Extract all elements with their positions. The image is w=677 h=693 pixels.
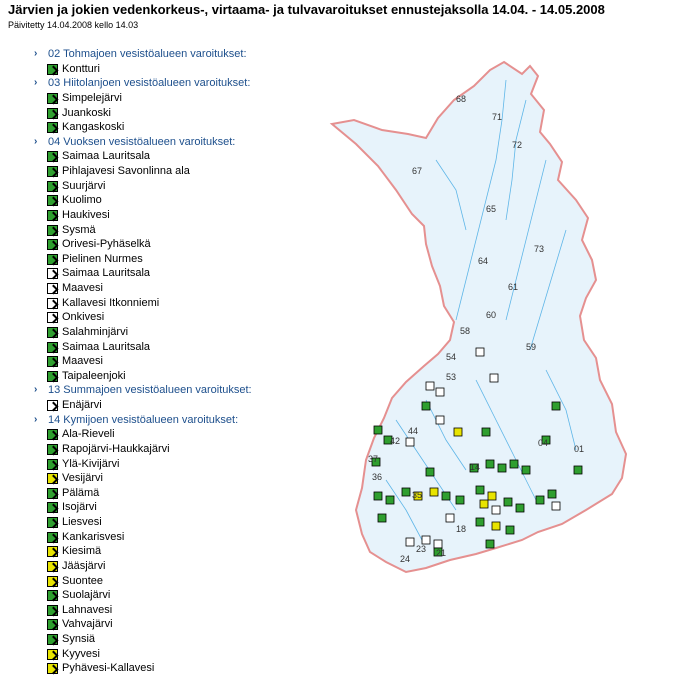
warning-site-label: Onkivesi — [62, 311, 105, 324]
warning-status-icon — [47, 605, 58, 616]
warning-list-item[interactable] — [34, 120, 334, 135]
warning-site-label: Enäjärvi — [62, 399, 102, 411]
region-number-label: 23 — [416, 544, 427, 554]
warning-site-label: Kiesimä — [62, 545, 102, 558]
warning-status-icon — [47, 371, 58, 382]
warning-site-label: Kyyvesi — [62, 647, 100, 660]
warning-site-label: Kankarisvesi — [62, 530, 125, 543]
map-warning-marker[interactable] — [516, 504, 524, 512]
warning-list-item[interactable] — [34, 354, 334, 369]
warning-site-label: Pyhävesi-Kallavesi — [62, 662, 155, 675]
page-title: Järvien ja jokien vedenkorkeus-, virtaama- ja tulvavaroitukset ennustejaksolla 14.04. - 14.05.2008 — [8, 2, 605, 17]
warning-list-item[interactable] — [34, 603, 334, 618]
warning-status-icon — [47, 576, 58, 587]
warning-list — [34, 47, 334, 676]
warning-site-label: Rapojärvi-Haukkajärvi — [62, 442, 170, 455]
basin-group-label: 04 Vuoksen vesistöalueen varoitukset: — [48, 135, 236, 148]
warning-status-icon — [47, 400, 58, 411]
warning-status-icon — [47, 590, 58, 601]
warning-site-label: Pälämä — [62, 486, 100, 499]
region-number-label: 04 — [538, 438, 549, 448]
basin-group-header[interactable] — [34, 383, 334, 398]
region-number-label: 18 — [456, 524, 467, 534]
warning-status-icon — [47, 488, 58, 499]
warning-list-item[interactable] — [34, 588, 334, 603]
warning-list-item[interactable] — [34, 91, 334, 106]
map-warning-marker[interactable] — [402, 488, 410, 496]
warning-status-icon — [47, 561, 58, 572]
warning-status-icon — [47, 210, 58, 221]
warning-site-label: Synsiä — [62, 633, 96, 645]
warning-status-icon — [47, 64, 58, 75]
region-number-label: 01 — [574, 444, 585, 454]
warning-site-label: Kallavesi Itkonniemi — [62, 296, 160, 309]
warning-site-label: Vesijärvi — [62, 472, 103, 485]
warning-site-label: Salahminjärvi — [62, 325, 129, 338]
warning-list-item[interactable] — [34, 281, 334, 296]
warning-list-item[interactable] — [34, 223, 334, 238]
basin-group-header[interactable] — [34, 413, 334, 428]
basin-group-header[interactable] — [34, 135, 334, 150]
warning-site-label: Simpelejärvi — [62, 91, 122, 104]
warning-list-item[interactable] — [34, 617, 334, 632]
warning-status-icon — [47, 283, 58, 294]
warning-list-item[interactable] — [34, 106, 334, 121]
map-warning-marker[interactable] — [498, 464, 506, 472]
chevron-right-icon: › — [34, 135, 38, 147]
map-warning-marker[interactable] — [406, 538, 414, 546]
warning-list-item[interactable] — [34, 457, 334, 472]
warning-list-item[interactable] — [34, 661, 334, 676]
warning-list-item[interactable] — [34, 647, 334, 662]
warning-status-icon — [47, 225, 58, 236]
warning-status-icon — [47, 181, 58, 192]
warning-status-icon — [47, 459, 58, 470]
map-warning-marker[interactable] — [476, 486, 484, 494]
region-number-label: 58 — [460, 326, 471, 336]
warning-site-label: Jääsjärvi — [62, 559, 106, 572]
region-number-label: 71 — [492, 112, 503, 122]
map-warning-marker[interactable] — [436, 416, 444, 424]
warning-list-item[interactable] — [34, 500, 334, 515]
region-number-label: 37 — [368, 454, 379, 464]
basin-group-header[interactable] — [34, 47, 334, 62]
warning-site-label: Suontee — [62, 574, 103, 587]
warning-status-icon — [47, 517, 58, 528]
map-warning-marker[interactable] — [552, 502, 560, 510]
warning-site-label: Suurjärvi — [62, 179, 106, 192]
warning-status-icon — [47, 429, 58, 440]
map-warning-marker[interactable] — [434, 540, 442, 548]
warning-site-label: Kontturi — [62, 62, 100, 75]
region-number-label: 73 — [534, 244, 545, 254]
warning-list-item[interactable] — [34, 340, 334, 355]
warning-site-label: Haukivesi — [62, 208, 110, 221]
map-warning-marker[interactable] — [374, 426, 382, 434]
warning-status-icon — [47, 546, 58, 557]
region-number-label: 24 — [400, 554, 411, 564]
warning-status-icon — [47, 619, 58, 630]
warning-status-icon — [47, 634, 58, 645]
map-warning-marker[interactable] — [378, 514, 386, 522]
warning-site-label: Maavesi — [62, 355, 103, 368]
warning-site-label: Isojärvi — [62, 501, 97, 514]
map-warning-marker[interactable] — [522, 466, 530, 474]
map-warning-marker[interactable] — [446, 514, 454, 522]
map-warning-marker[interactable] — [406, 438, 414, 446]
warning-list-item[interactable] — [34, 632, 334, 647]
warning-site-label: Maavesi — [62, 282, 103, 294]
warning-status-icon — [47, 122, 58, 133]
warning-site-label: Juankoski — [62, 106, 111, 119]
map-warning-marker[interactable] — [488, 492, 496, 500]
warning-list-item[interactable] — [34, 427, 334, 442]
warning-site-label: Suolajärvi — [62, 589, 111, 602]
chevron-right-icon: › — [34, 77, 38, 89]
warning-list-item[interactable] — [34, 559, 334, 574]
warning-site-label: Kangaskoski — [62, 121, 125, 134]
warning-site-label: Saimaa Lauritsala — [62, 150, 151, 163]
warning-list-item[interactable] — [34, 515, 334, 530]
warning-site-label: Lahnavesi — [62, 603, 113, 616]
region-number-label: 44 — [408, 426, 419, 436]
region-number-label: 68 — [456, 94, 467, 104]
warning-site-label: Taipaleenjoki — [62, 369, 126, 382]
warning-list-item[interactable] — [34, 237, 334, 252]
warning-site-label: Saimaa Lauritsala — [62, 267, 151, 280]
warning-list-item[interactable] — [34, 208, 334, 223]
warning-site-label: Ala-Rieveli — [62, 428, 115, 441]
map-warning-marker[interactable] — [486, 540, 494, 548]
warning-status-icon — [47, 342, 58, 353]
warning-list-item[interactable] — [34, 486, 334, 501]
warning-site-label: Vahvajärvi — [62, 618, 113, 631]
region-number-label: 36 — [372, 472, 383, 482]
warning-list-item[interactable] — [34, 62, 334, 77]
warning-status-icon — [47, 532, 58, 543]
warning-list-item[interactable] — [34, 252, 334, 267]
region-number-label: 59 — [526, 342, 537, 352]
warning-site-label: Pihlajavesi Savonlinna ala — [62, 165, 190, 177]
map-warning-marker[interactable] — [442, 492, 450, 500]
warning-list-item[interactable] — [34, 544, 334, 559]
map-warning-marker[interactable] — [536, 496, 544, 504]
region-number-label: 64 — [478, 256, 489, 266]
basin-group-label: 13 Summajoen vesistöalueen varoitukset: — [48, 384, 252, 397]
warning-status-icon — [47, 312, 58, 323]
warning-status-icon — [47, 663, 58, 674]
warning-status-icon — [47, 473, 58, 484]
map-warning-marker[interactable] — [386, 496, 394, 504]
map-warning-marker[interactable] — [454, 428, 462, 436]
warning-status-icon — [47, 502, 58, 513]
region-number-label: 60 — [486, 310, 497, 320]
region-number-label: 42 — [390, 436, 401, 446]
map-warning-marker[interactable] — [426, 468, 434, 476]
basin-group-header[interactable] — [34, 76, 334, 91]
warning-status-icon — [47, 195, 58, 206]
warning-site-label: Liesvesi — [62, 516, 102, 528]
warning-site-label: Orivesi-Pyhäselkä — [62, 238, 151, 251]
warning-list-item[interactable] — [34, 310, 334, 325]
map-warning-marker[interactable] — [456, 496, 464, 504]
map-warning-marker[interactable] — [504, 498, 512, 506]
map-warning-marker[interactable] — [476, 348, 484, 356]
warning-list-item[interactable] — [34, 325, 334, 340]
warning-status-icon — [47, 327, 58, 338]
warning-list-item[interactable] — [34, 266, 334, 281]
region-number-label: 35 — [412, 490, 423, 500]
warning-status-icon — [47, 444, 58, 455]
map-warning-marker[interactable] — [422, 536, 430, 544]
warning-site-label: Ylä-Kivijärvi — [62, 457, 120, 470]
warning-status-icon — [47, 93, 58, 104]
map-warning-marker[interactable] — [430, 488, 438, 496]
warning-status-icon — [47, 268, 58, 279]
region-number-label: 61 — [508, 282, 519, 292]
map-warning-marker[interactable] — [476, 518, 484, 526]
region-number-label: 54 — [446, 352, 457, 362]
warning-site-label: Pielinen Nurmes — [62, 252, 143, 265]
map-warning-marker[interactable] — [490, 374, 498, 382]
warning-list-item[interactable] — [34, 471, 334, 486]
map-warning-marker[interactable] — [574, 466, 582, 474]
warning-list-item[interactable] — [34, 574, 334, 589]
warning-site-label: Saimaa Lauritsala — [62, 340, 151, 353]
chevron-right-icon: › — [34, 48, 38, 59]
warning-status-icon — [47, 356, 58, 367]
chevron-right-icon: › — [34, 384, 38, 396]
warning-list-item[interactable] — [34, 149, 334, 164]
warning-list-item[interactable] — [34, 398, 334, 413]
warning-list-item[interactable] — [34, 369, 334, 384]
warning-list-item[interactable] — [34, 193, 334, 208]
basin-group-label: 02 Tohmajoen vesistöalueen varoitukset: — [48, 48, 247, 60]
map-warning-marker[interactable] — [480, 500, 488, 508]
map-warning-marker[interactable] — [482, 428, 490, 436]
map-warning-marker[interactable] — [506, 526, 514, 534]
map-warning-marker[interactable] — [552, 402, 560, 410]
warning-site-label: Kuolimo — [62, 194, 102, 207]
warning-status-icon — [47, 254, 58, 265]
map-warning-marker[interactable] — [426, 382, 434, 390]
region-number-label: 53 — [446, 372, 457, 382]
region-number-label: 14 — [470, 462, 481, 472]
warning-list-item[interactable] — [34, 530, 334, 545]
warning-list-item[interactable] — [34, 164, 334, 179]
warning-status-icon — [47, 151, 58, 162]
warning-status-icon — [47, 239, 58, 250]
map-warning-marker[interactable] — [492, 522, 500, 530]
map-warning-marker[interactable] — [422, 402, 430, 410]
warning-status-icon — [47, 166, 58, 177]
map-warning-marker[interactable] — [436, 388, 444, 396]
warning-list-item[interactable] — [34, 442, 334, 457]
warning-site-label: Sysmä — [62, 223, 96, 236]
map-warning-marker[interactable] — [492, 506, 500, 514]
map-warning-marker[interactable] — [374, 492, 382, 500]
finland-map[interactable] — [326, 40, 672, 588]
basin-group-label: 03 Hiitolanjoen vesistöalueen varoitukset: — [48, 77, 251, 90]
region-number-label: 21 — [436, 548, 447, 558]
region-number-label: 67 — [412, 166, 423, 176]
map-warning-marker[interactable] — [510, 460, 518, 468]
warning-list-item[interactable] — [34, 179, 334, 194]
region-number-label: 72 — [512, 140, 523, 150]
basin-group-label: 14 Kymijoen vesistöalueen varoitukset: — [48, 413, 239, 426]
map-warning-marker[interactable] — [486, 460, 494, 468]
warning-status-icon — [47, 298, 58, 309]
update-timestamp: Päivitetty 14.04.2008 kello 14.03 — [8, 20, 139, 30]
region-number-label: 65 — [486, 204, 497, 214]
warning-status-icon — [47, 108, 58, 119]
warning-status-icon — [47, 649, 58, 660]
map-warning-marker[interactable] — [548, 490, 556, 498]
chevron-right-icon: › — [34, 413, 38, 425]
warning-list-item[interactable] — [34, 296, 334, 311]
